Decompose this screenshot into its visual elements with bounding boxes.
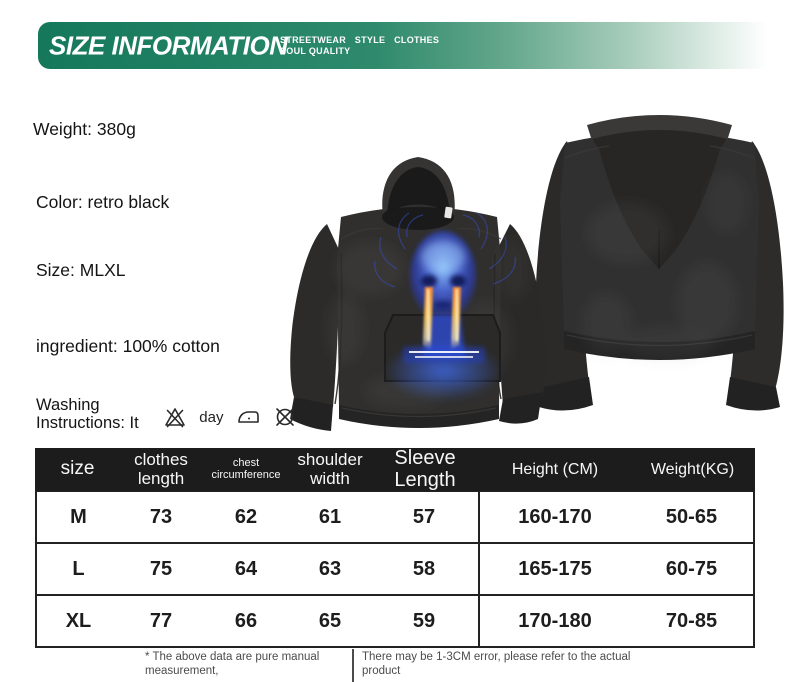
cell-shoulder: 61 (318, 505, 342, 528)
no-dry-clean-icon (274, 406, 296, 428)
banner-tagline-line2: SOUL QUALITY (280, 45, 351, 56)
footnote-error-line1: There may be 1-3CM error, please refer to the actual (362, 651, 631, 663)
cell-weight: 70-85 (665, 609, 718, 632)
care-day-label: day (199, 408, 224, 426)
table-row-xl (37, 596, 753, 646)
cell-clothes-length: 77 (149, 609, 173, 632)
column-header-shoulder-width: shoulder width (297, 450, 363, 488)
cell-size: M (70, 505, 87, 528)
banner (38, 22, 790, 69)
cell-shoulder: 63 (318, 557, 342, 580)
table-row-m (37, 492, 753, 544)
column-header-weight: Weight(KG) (650, 460, 735, 478)
cell-height: 160-170 (518, 505, 592, 528)
cell-height: 165-175 (518, 557, 592, 580)
cell-sleeve: 57 (370, 492, 480, 542)
hoodie-back-image (527, 83, 790, 418)
column-header-clothes-length: clothes length (134, 450, 188, 488)
footnote-measurement-line2: measurement, (145, 665, 219, 677)
footnote-divider (352, 649, 354, 682)
banner-tagline-line1: STREETWEAR STYLE CLOTHES (280, 34, 440, 45)
banner-tagline (280, 35, 439, 57)
size-table-body (35, 491, 755, 648)
column-header-sleeve-length: Sleeve Length (394, 447, 456, 491)
care-icons-row (164, 402, 296, 432)
cell-clothes-length: 73 (149, 505, 173, 528)
spec-size: Size: MLXL (36, 260, 126, 280)
cell-chest: 62 (234, 505, 258, 528)
size-table-header-row (35, 448, 755, 491)
iron-icon (237, 408, 261, 426)
footnote-measurement-line1: * The above data are pure manual (145, 651, 320, 663)
cell-weight: 50-65 (665, 505, 718, 528)
page-title: SIZE INFORMATION (49, 30, 288, 60)
spec-ingredient: ingredient: 100% cotton (36, 336, 220, 356)
cell-chest: 64 (234, 557, 258, 580)
spec-color: Color: retro black (36, 192, 170, 212)
column-header-chest-circumference: chest circumference (211, 456, 281, 481)
spec-washing-line1: Washing (36, 396, 100, 414)
cell-shoulder: 65 (318, 609, 342, 632)
cell-size: L (72, 557, 85, 580)
footnote-error-note (362, 650, 630, 678)
cell-sleeve: 59 (370, 596, 480, 646)
cell-clothes-length: 75 (149, 557, 173, 580)
cell-sleeve: 58 (370, 544, 480, 594)
cell-weight: 60-75 (665, 557, 718, 580)
cell-chest: 66 (234, 609, 258, 632)
hoodie-front-image (285, 88, 550, 435)
cell-size: XL (65, 609, 92, 632)
column-header-size: size (60, 458, 95, 480)
no-bleach-icon (164, 406, 186, 428)
table-row-l (37, 544, 753, 596)
spec-weight: Weight: 380g (33, 119, 136, 139)
footnote-measurement (145, 650, 319, 678)
cell-height: 170-180 (518, 609, 592, 632)
size-table (35, 448, 755, 648)
column-header-height: Height (CM) (511, 460, 599, 478)
footnote-error-line2: product (362, 665, 401, 677)
spec-washing-line2: Instructions: It (36, 413, 139, 432)
